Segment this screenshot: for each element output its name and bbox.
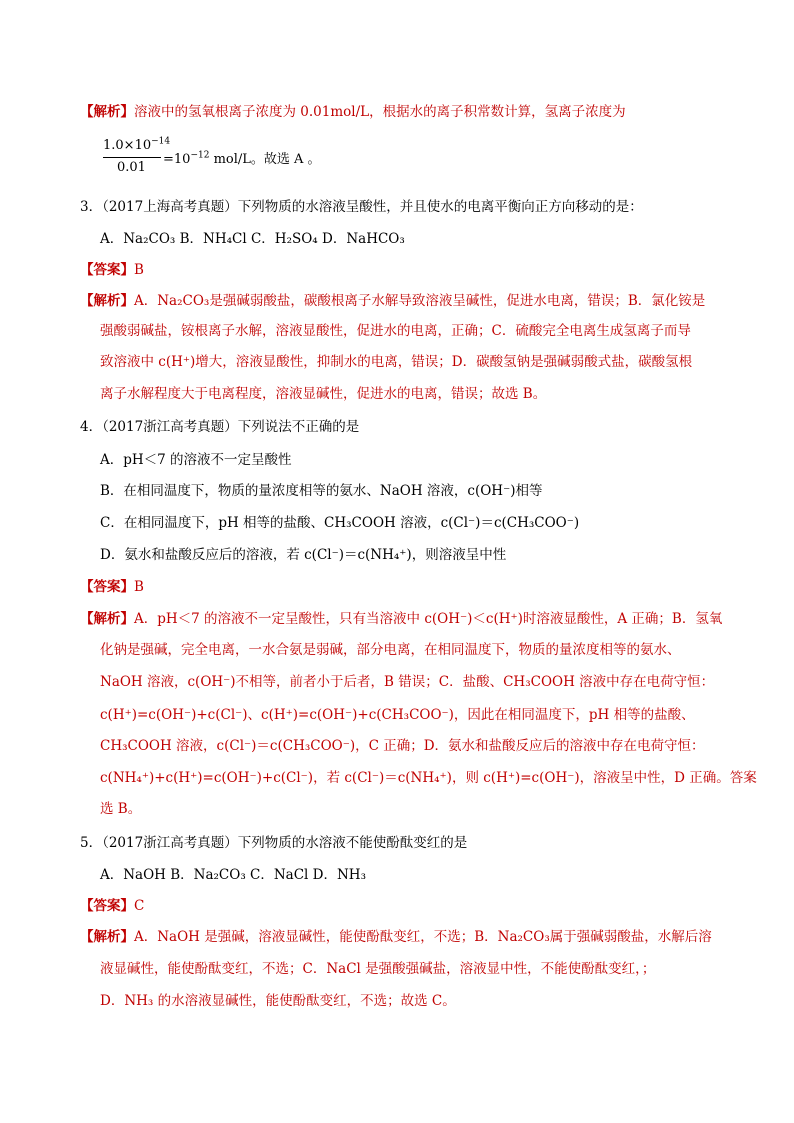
analysis-text: A．NaOH 是强碱，溶液显碱性，能使酚酞变红，不选；B．Na₂CO₃属于强碱弱酸盐，水解后溶 [134,929,712,945]
q3-answer [80,261,144,279]
q5-options: A．NaOH B．Na₂CO₃ C．NaCl D．NH₃ [100,867,366,883]
answer-tag: 【答案】 [80,262,134,278]
q4-analysis-line-2: 化钠是强碱，完全电离，一水合氨是弱碱，部分电离，在相同温度下，物质的量浓度相等的氨水、 [100,642,681,658]
equation-result [163,148,321,167]
analysis-tag: 【解析】 [80,929,134,945]
analysis-tag: 【解析】 [80,104,134,120]
q4-analysis-line-7: 选 B。 [100,801,142,817]
q5-analysis-line-1 [80,928,712,946]
answer-value: B [134,579,144,595]
q4-option-b: B．在相同温度下，物质的量浓度相等的氨水、NaOH 溶液，c(OH⁻)相等 [100,483,543,499]
q3-analysis-line-4: 离子水解程度大于电离程度，溶液显碱性，促进水的电离，错误；故选 B。 [100,386,547,402]
numerator-base: 1.0×10 [103,138,152,153]
fraction-bar [103,157,161,158]
q4-answer [80,578,144,596]
q3-analysis-line-1 [80,292,705,310]
q3-analysis-line-3: 致溶液中 c(H⁺)增大，溶液显酸性，抑制水的电离，错误；D．碳酸氢钠是强碱弱酸式盐，碳酸氢根 [100,354,693,370]
fraction-numerator [103,138,170,153]
answer-tag: 【答案】 [80,579,134,595]
q4-analysis-line-5: CH₃COOH 溶液，c(Cl⁻)＝c(CH₃COO⁻)，C 正确；D．氨水和盐酸反应后的溶液中存在电荷守恒： [100,738,705,754]
answer-value: B [134,262,144,278]
answer-tag: 【答案】 [80,898,134,914]
q4-analysis-line-1 [80,610,722,628]
answer-value: C [134,898,145,914]
analysis-tag: 【解析】 [80,611,134,627]
q4-analysis-line-6: c(NH₄⁺)+c(H⁺)=c(OH⁻)+c(Cl⁻)，若 c(Cl⁻)＝c(NH₄⁺)，则 c(H⁺)=c(OH⁻)，溶液呈中性，D 正确。答案 [100,770,757,786]
q3-stem: 3．（2017上海高考真题）下列物质的水溶液呈酸性，并且使水的电离平衡向正方向移动的是： [80,199,643,215]
q4-stem: 4．（2017浙江高考真题）下列说法不正确的是 [80,419,360,435]
q4-option-c: C．在相同温度下，pH 相等的盐酸、CH₃COOH 溶液，c(Cl⁻)＝c(CH₃COO⁻) [100,515,580,531]
fraction-denominator: 0.01 [117,160,146,175]
q2-fraction-equation [103,138,363,182]
q4-analysis-line-3: NaOH 溶液，c(OH⁻)不相等，前者小于后者，B 错误；C．盐酸、CH₃COOH 溶液中存在电荷守恒： [100,674,715,690]
q5-answer [80,897,144,915]
result-base: =10 [163,152,191,167]
q5-stem: 5．（2017浙江高考真题）下列物质的水溶液不能使酚酞变红的是 [80,835,468,851]
q3-options: A．Na₂CO₃ B．NH₄Cl C．H₂SO₄ D．NaHCO₃ [100,231,405,247]
q3-analysis-line-2: 强酸弱碱盐，铵根离子水解，溶液显酸性，促进水的电离，正确；C．硫酸完全电离生成氢离子而导 [100,323,691,339]
q4-option-a: A．pH＜7 的溶液不一定呈酸性 [100,452,292,468]
analysis-text: 溶液中的氢氧根离子浓度为 0.01mol/L，根据水的离子积常数计算，氢离子浓度为 [134,104,626,120]
analysis-text: A．Na₂CO₃是强碱弱酸盐，碳酸根离子水解导致溶液呈碱性，促进水电离，错误；B．氯化铵是 [134,293,706,309]
analysis-text: A．pH＜7 的溶液不一定呈酸性，只有当溶液中 c(OH⁻)＜c(H⁺)时溶液显酸性，A 正确；B．氢氧 [134,611,723,627]
q2-analysis-line-1 [80,103,626,121]
numerator-exponent: −14 [151,136,171,147]
q5-analysis-line-3: D．NH₃ 的水溶液显碱性，能使酚酞变红，不选；故选 C。 [100,993,456,1009]
result-text: mol/L。故选 A 。 [209,152,321,167]
q4-analysis-line-4: c(H⁺)=c(OH⁻)+c(Cl⁻)、c(H⁺)=c(OH⁻)+c(CH₃COO⁻)，因此在相同温度下，pH 相等的盐酸、 [100,707,695,723]
q4-option-d: D．氨水和盐酸反应后的溶液，若 c(Cl⁻)＝c(NH₄⁺)，则溶液呈中性 [100,547,507,563]
analysis-tag: 【解析】 [80,293,134,309]
q5-analysis-line-2: 液显碱性，能使酚酞变红，不选；C．NaCl 是强酸强碱盐，溶液显中性，不能使酚酞变红，； [100,961,656,977]
result-exponent: −12 [190,150,210,161]
